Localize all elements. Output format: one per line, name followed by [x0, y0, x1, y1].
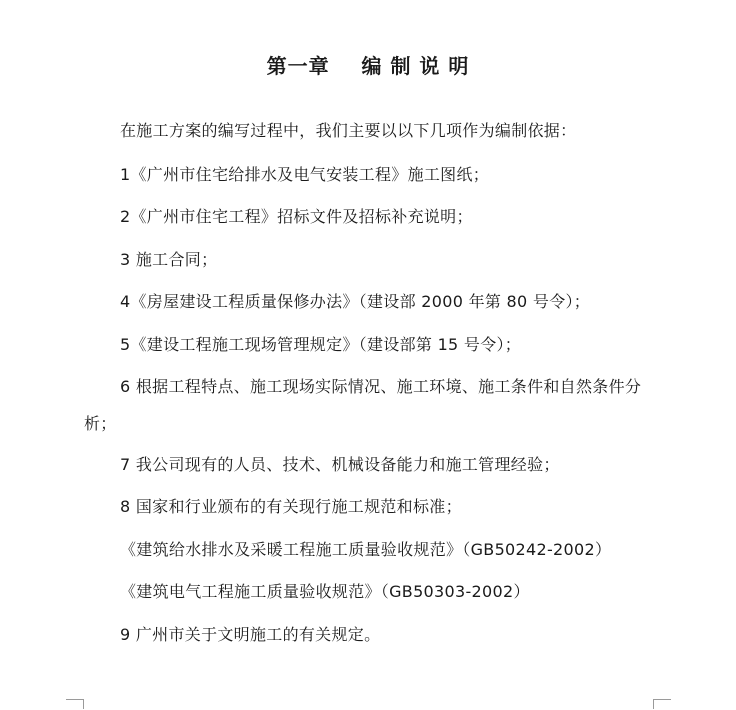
- basis-item-9: 9 广州市关于文明施工的有关规定。: [120, 625, 381, 644]
- basis-item-7: 7 我公司现有的人员、技术、机械设备能力和施工管理经验；: [120, 455, 560, 474]
- standard-item-electrical: 《建筑电气工程施工质量验收规范》（GB50303-2002）: [120, 582, 530, 601]
- page-corner-mark-right: [653, 699, 671, 710]
- basis-item-5: 5《建设工程施工现场管理规定》（建设部第 15 号令）；: [120, 335, 522, 354]
- standard-item-drainage: 《建筑给水排水及采暖工程施工质量验收规范》（GB50242-2002）: [120, 540, 612, 559]
- basis-item-3: 3 施工合同；: [120, 250, 218, 269]
- chapter-title: 第一章 编 制 说 明: [266, 54, 470, 78]
- basis-item-2: 2《广州市住宅工程》招标文件及招标补充说明；: [120, 207, 473, 226]
- intro-paragraph: 在施工方案的编写过程中，我们主要以以下几项作为编制依据：: [120, 121, 577, 140]
- basis-item-6: 6 根据工程特点、施工现场实际情况、施工环境、施工条件和自然条件分析；: [84, 377, 642, 433]
- basis-item-8: 8 国家和行业颁布的有关现行施工规范和标准；: [120, 497, 462, 516]
- page-corner-mark-left: [66, 699, 84, 710]
- basis-item-1: 1《广州市住宅给排水及电气安装工程》施工图纸；: [120, 165, 490, 184]
- basis-item-4: 4《房屋建设工程质量保修办法》（建设部 2000 年第 80 号令）；: [120, 292, 591, 311]
